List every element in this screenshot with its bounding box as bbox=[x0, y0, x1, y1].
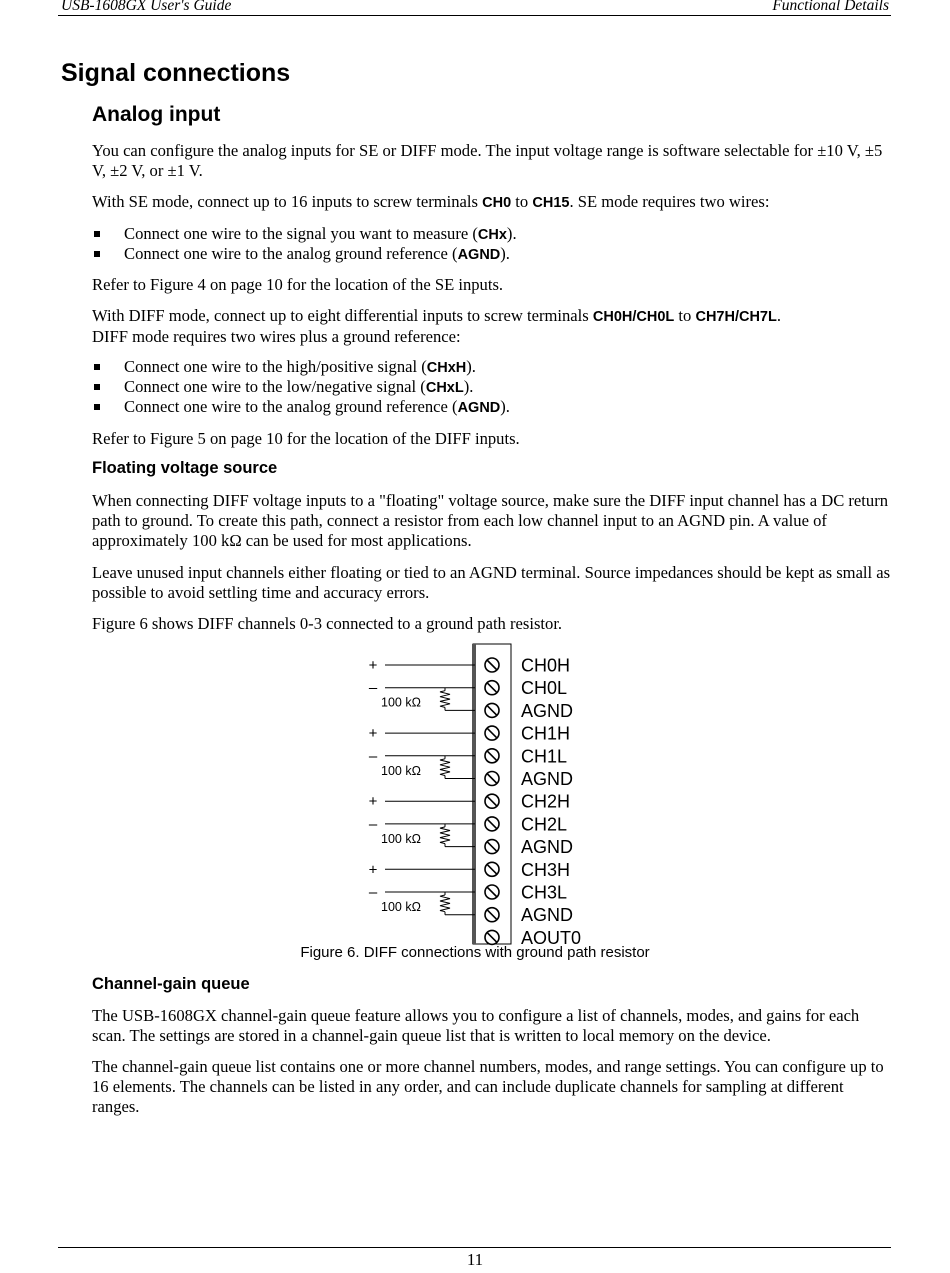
terminal-block-edge bbox=[472, 644, 476, 944]
paragraph-diff-figure-ref: Refer to Figure 5 on page 10 for the location of the DIFF inputs. bbox=[92, 429, 520, 448]
paragraph-queue-feature: The USB-1608GX channel-gain queue feature allows you to configure a list of channels, modes, and gains for each scan. The settings are stored in a channel-gain queue list that is written to local memory on the device. bbox=[92, 1006, 860, 1045]
terminal-label: AOUT0 bbox=[521, 927, 582, 948]
paragraph-figure6-intro: Figure 6 shows DIFF channels 0-3 connected to a ground path resistor. bbox=[92, 614, 563, 633]
subsection-title: Analog input bbox=[92, 103, 221, 126]
terminal-label: AGND bbox=[521, 769, 574, 789]
sign-positive: + bbox=[368, 793, 378, 811]
terminal-label: CH3H bbox=[521, 859, 571, 880]
header-divider bbox=[58, 15, 891, 16]
bullet-marker bbox=[94, 364, 100, 370]
sign-negative: – bbox=[368, 884, 378, 901]
terminal-label: CH2H bbox=[521, 791, 571, 812]
terminal-label: AGND bbox=[521, 837, 574, 858]
resistor-label: 100 kΩ bbox=[381, 900, 421, 914]
sign-positive: + bbox=[368, 725, 378, 743]
wiring-diagram bbox=[355, 642, 615, 948]
resistor-icon bbox=[440, 691, 450, 708]
resistor-label: 100 kΩ bbox=[381, 831, 421, 846]
terminal-label: CH0H bbox=[521, 655, 571, 676]
bullet-marker bbox=[94, 231, 100, 237]
footer-divider bbox=[58, 1247, 891, 1248]
paragraph-se-mode: With SE mode, connect up to 16 inputs to screw terminals CH0 to CH15. SE mode requires two wires: bbox=[92, 192, 770, 211]
paragraph-se-figure-ref: Refer to Figure 4 on page 10 for the location of the SE inputs. bbox=[92, 275, 504, 294]
terminal-label: CH3L bbox=[521, 882, 568, 903]
header-chapter-title: Functional Details bbox=[772, 0, 889, 14]
page-number: 11 bbox=[466, 1250, 484, 1269]
paragraph-queue-list: The channel-gain queue list contains one or more channel numbers, modes, and range settings. You can configure up to 16 elements. The channels can be listed in any order, and can include duplicate channels for sampling at different ranges. bbox=[92, 1057, 884, 1116]
terminal-label: AGND bbox=[521, 700, 574, 721]
resistor-label: 100 kΩ bbox=[381, 695, 421, 710]
terminal-label: AGND bbox=[521, 905, 574, 926]
bullet-marker bbox=[94, 384, 100, 390]
resistor-icon bbox=[440, 895, 450, 912]
sign-positive: + bbox=[368, 861, 378, 879]
sign-negative: – bbox=[368, 815, 378, 833]
floating-voltage-heading: Floating voltage source bbox=[92, 459, 278, 477]
figure-diff-ground-resistor bbox=[355, 642, 615, 948]
bullet-marker bbox=[94, 404, 100, 410]
sign-negative: – bbox=[368, 679, 378, 697]
terminal-label: CH1H bbox=[521, 723, 571, 744]
terminal-label: CH1L bbox=[521, 746, 568, 767]
figure-caption: Figure 6. DIFF connections with ground path resistor bbox=[300, 944, 650, 961]
sign-negative: – bbox=[368, 747, 378, 765]
paragraph-unused-channels: Leave unused input channels either floating or tied to an AGND terminal. Source impedances should be kept as small as possible to avoid settling time and accuracy errors. bbox=[92, 563, 891, 602]
resistor-icon bbox=[440, 759, 450, 776]
sign-positive: + bbox=[368, 657, 378, 674]
paragraph-floating-source: When connecting DIFF voltage inputs to a "floating" voltage source, make sure the DIFF input channel has a DC return path to ground. To create this path, connect a resistor from each low channel input to an AGND pin. A value of approximately 100 kΩ can be used for most applications. bbox=[92, 491, 889, 550]
resistor-icon bbox=[440, 827, 450, 844]
header-doc-title: USB-1608GX User's Guide bbox=[61, 0, 232, 14]
paragraph-diff-mode: With DIFF mode, connect up to eight differential inputs to screw terminals CH0H/CH0L to CH7H/CH7L. DIFF mode requires two wires plus a ground reference: bbox=[92, 306, 782, 346]
section-title: Signal connections bbox=[61, 59, 291, 87]
terminal-label: CH0L bbox=[521, 678, 568, 699]
paragraph-input-config: You can configure the analog inputs for SE or DIFF mode. The input voltage range is software selectable for ±10 V, ±5 V, ±2 V, or ±1 V. bbox=[92, 141, 883, 180]
channel-gain-queue-heading: Channel-gain queue bbox=[92, 975, 250, 993]
terminal-label: CH2L bbox=[521, 814, 568, 835]
resistor-label: 100 kΩ bbox=[381, 763, 421, 778]
bullet-marker bbox=[94, 251, 100, 257]
